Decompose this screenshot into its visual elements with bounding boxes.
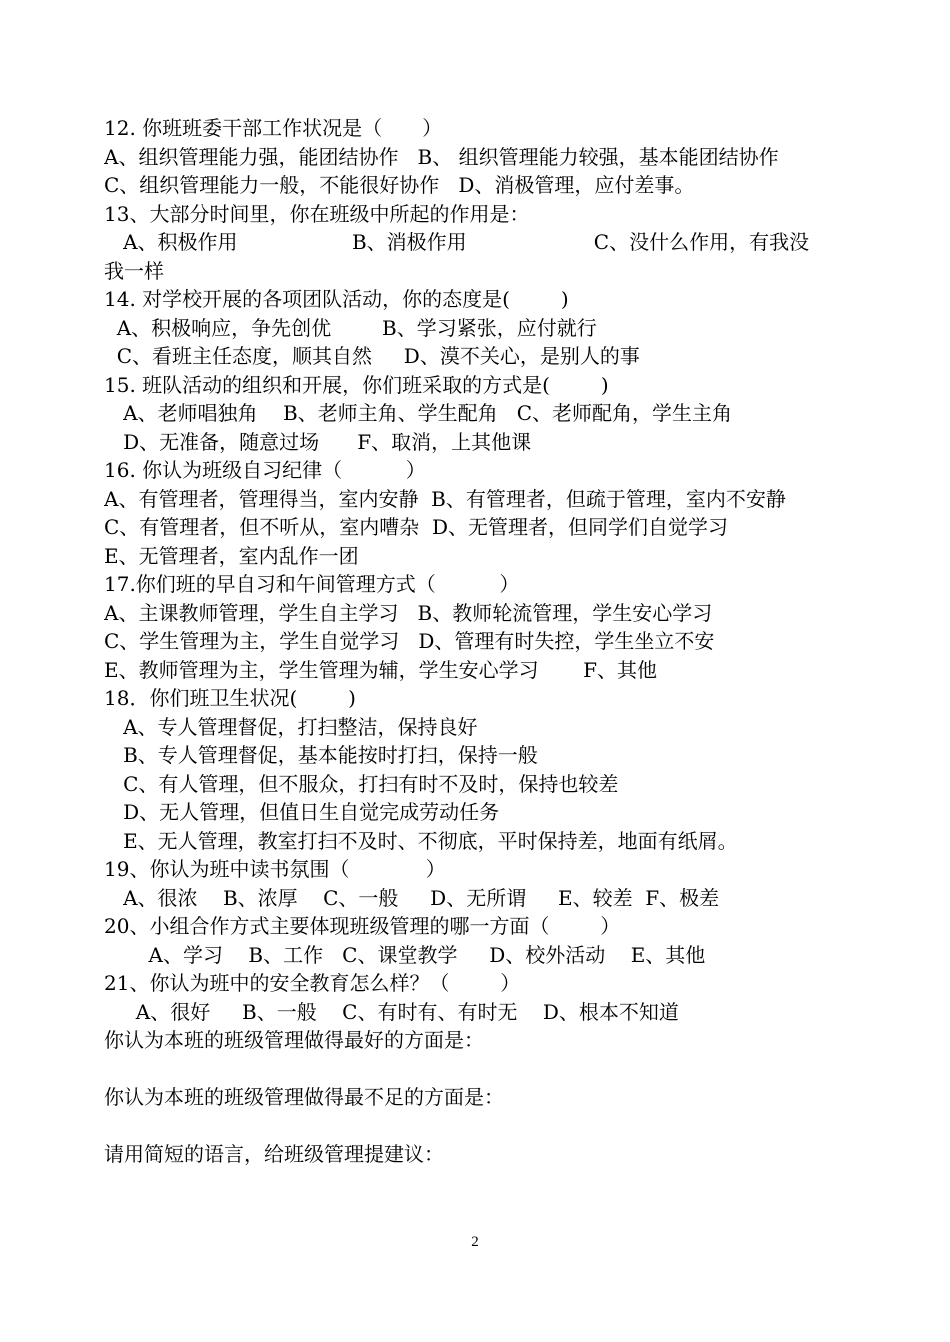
text-line: E、教师管理为主，学生管理为辅，学生安心学习 F、其他 (104, 657, 657, 682)
text-line: 19、你认为班中读书氛围（ ） (104, 857, 446, 881)
text-line: A、积极作用 B、消极作用 C、没什么作用，有我没 (104, 230, 810, 254)
text-line: 14. 对学校开展的各项团队活动，你的态度是( ) (104, 287, 569, 311)
text-line: 15. 班队活动的组织和开展，你们班采取的方式是( ) (104, 372, 609, 397)
text-line: 请用简短的语言，给班级管理提建议： (104, 1142, 444, 1166)
text-line: 你认为本班的班级管理做得最好的方面是： (104, 1028, 484, 1052)
text-line: A、专人管理督促，打扫整洁，保持良好 (104, 714, 478, 739)
text-line: 21、你认为班中的安全教育怎么样？（ ） (104, 971, 521, 995)
questionnaire-body (104, 114, 864, 1169)
text-line: A、学习 B、工作 C、课堂教学 D、校外活动 E、其他 (104, 942, 706, 967)
blank-answer-space (104, 1112, 864, 1141)
text-line: A、很浓 B、浓厚 C、一般 D、无所谓 E、较差 F、极差 (104, 885, 720, 910)
text-line: C、组织管理能力一般，不能很好协作 D、消极管理，应付差事。 (104, 173, 695, 197)
text-line: C、学生管理为主，学生自觉学习 D、管理有时失控，学生坐立不安 (104, 629, 715, 653)
text-line: C、有管理者，但不听从，室内嘈杂 D、无管理者，但同学们自觉学习 (104, 515, 729, 539)
blank-answer-space (104, 1055, 864, 1084)
text-line: B、专人管理督促，基本能按时打扫，保持一般 (104, 743, 538, 767)
text-line: A、有管理者，管理得当，室内安静 B、有管理者，但疏于管理，室内不安静 (104, 486, 786, 511)
text-line: A、老师唱独角 B、老师主角、学生配角 C、老师配角，学生主角 (104, 401, 733, 425)
text-line: A、很好 B、一般 C、有时有、有时无 D、根本不知道 (104, 999, 679, 1024)
text-line: 18．你们班卫生状况( ) (104, 686, 356, 710)
text-line: 13、大部分时间里，你在班级中所起的作用是： (104, 201, 530, 226)
text-line: 12. 你班班委干部工作状况是（ ） (104, 116, 443, 140)
text-line: 我一样 (104, 258, 164, 283)
text-line: D、无人管理，但值日生自觉完成劳动任务 (104, 800, 500, 824)
text-line: C、有人管理，但不服众，打扫有时不及时，保持也较差 (104, 771, 619, 796)
text-line: E、无人管理，教室打扫不及时、不彻底，平时保持差，地面有纸屑。 (104, 828, 738, 853)
text-line: 16. 你认为班级自习纪律（ ） (104, 458, 426, 482)
page-number: 2 (471, 1234, 479, 1250)
text-line: 17.你们班的早自习和午间管理方式（ ） (104, 572, 520, 596)
text-line: A、组织管理能力强，能团结协作 B、 组织管理能力较强，基本能团结协作 (104, 144, 779, 169)
text-line: 20、小组合作方式主要体现班级管理的哪一方面（ ） (104, 914, 621, 938)
text-line: A、主课教师管理，学生自主学习 B、教师轮流管理，学生安心学习 (104, 600, 713, 625)
text-line: C、看班主任态度，顺其自然 D、漠不关心，是别人的事 (104, 344, 640, 368)
text-line: 你认为本班的班级管理做得最不足的方面是： (104, 1085, 504, 1109)
text-line: E、无管理者，室内乱作一团 (104, 543, 359, 568)
text-line: D、无准备，随意过场 F、取消，上其他课 (104, 429, 532, 454)
text-line: A、积极响应，争先创优 B、学习紧张，应付就行 (104, 315, 597, 340)
